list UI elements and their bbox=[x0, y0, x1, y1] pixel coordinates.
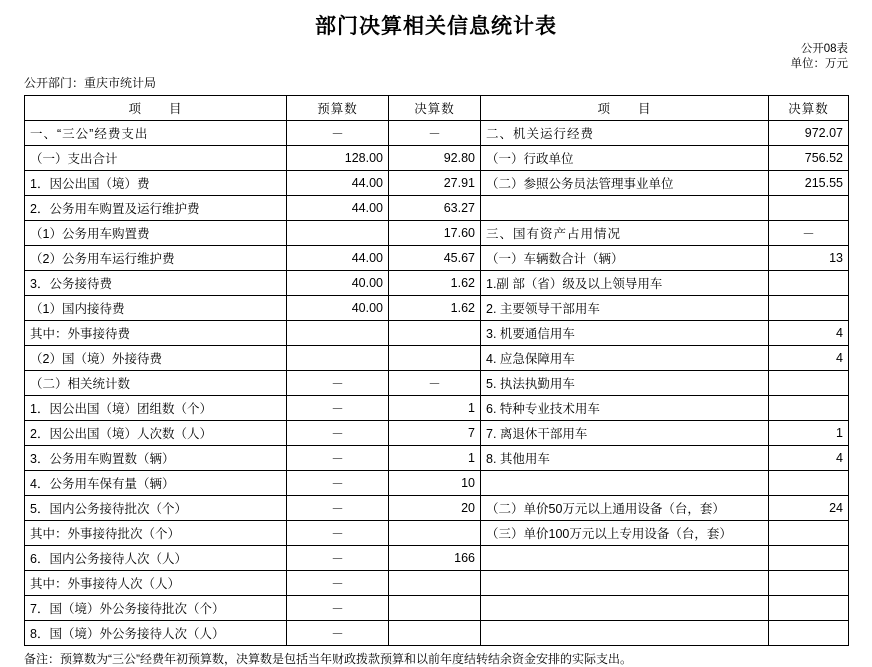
table-row bbox=[25, 396, 849, 421]
column-header-right-final: 决算数 bbox=[769, 96, 849, 121]
right-item-label bbox=[481, 596, 769, 621]
left-budget-value bbox=[287, 346, 389, 371]
right-item-label: （一）行政单位 bbox=[481, 146, 769, 171]
left-item-label: （1）公务用车购置费 bbox=[25, 221, 287, 246]
left-item-label: 其中：外事接待费 bbox=[25, 321, 287, 346]
left-budget-value: － bbox=[287, 546, 389, 571]
left-item-label: （1）国内接待费 bbox=[25, 296, 287, 321]
right-item-label: （三）单价100万元以上专用设备（台，套） bbox=[481, 521, 769, 546]
left-item-label: （二）相关统计数 bbox=[25, 371, 287, 396]
left-final-value: 92.80 bbox=[389, 146, 481, 171]
budget-final-accounts-table bbox=[24, 95, 849, 646]
left-budget-value: 44.00 bbox=[287, 171, 389, 196]
table-row bbox=[25, 421, 849, 446]
table-footnote: 备注：预算数为“三公”经费年初预算数，决算数是包括当年财政拨款预算和以前年度结转结余资金安排的实际支出。 bbox=[24, 652, 632, 666]
left-item-label: 4．公务用车保有量（辆） bbox=[25, 471, 287, 496]
page-title: 部门决算相关信息统计表 bbox=[315, 15, 557, 38]
table-row bbox=[25, 571, 849, 596]
left-item-label: 2．公务用车购置及运行维护费 bbox=[25, 196, 287, 221]
right-final-value bbox=[769, 471, 849, 496]
right-item-label bbox=[481, 571, 769, 596]
right-final-value bbox=[769, 396, 849, 421]
left-budget-value: － bbox=[287, 121, 389, 146]
table-row bbox=[25, 121, 849, 146]
right-item-label: 5. 执法执勤用车 bbox=[481, 371, 769, 396]
right-item-label: 1.副 部（省）级及以上领导用车 bbox=[481, 271, 769, 296]
table-row bbox=[25, 221, 849, 246]
left-budget-value: 44.00 bbox=[287, 196, 389, 221]
right-final-value bbox=[769, 521, 849, 546]
table-row bbox=[25, 471, 849, 496]
left-budget-value: － bbox=[287, 521, 389, 546]
column-header-right-item: 项 目 bbox=[481, 96, 769, 121]
left-budget-value: 44.00 bbox=[287, 246, 389, 271]
table-row bbox=[25, 521, 849, 546]
left-budget-value bbox=[287, 221, 389, 246]
left-item-label: 3．公务用车购置数（辆） bbox=[25, 446, 287, 471]
right-final-value: 215.55 bbox=[769, 171, 849, 196]
left-final-value: 1.62 bbox=[389, 296, 481, 321]
left-final-value bbox=[389, 596, 481, 621]
left-budget-value: － bbox=[287, 396, 389, 421]
left-final-value bbox=[389, 521, 481, 546]
form-meta bbox=[24, 42, 848, 72]
left-item-label: 8．国（境）外公务接待人次（人） bbox=[25, 621, 287, 646]
left-budget-value: － bbox=[287, 571, 389, 596]
left-budget-value: － bbox=[287, 496, 389, 521]
left-final-value: 10 bbox=[389, 471, 481, 496]
right-final-value: － bbox=[769, 221, 849, 246]
left-final-value bbox=[389, 621, 481, 646]
table-row bbox=[25, 321, 849, 346]
table-row bbox=[25, 271, 849, 296]
right-item-label: 7. 离退休干部用车 bbox=[481, 421, 769, 446]
right-final-value: 4 bbox=[769, 321, 849, 346]
left-final-value: 1 bbox=[389, 396, 481, 421]
right-final-value bbox=[769, 371, 849, 396]
left-final-value bbox=[389, 321, 481, 346]
table-body bbox=[25, 121, 849, 646]
left-final-value: 27.91 bbox=[389, 171, 481, 196]
table-row bbox=[25, 296, 849, 321]
left-item-label: 其中：外事接待批次（个） bbox=[25, 521, 287, 546]
right-item-label: 6. 特种专业技术用车 bbox=[481, 396, 769, 421]
right-item-label: 4. 应急保障用车 bbox=[481, 346, 769, 371]
left-budget-value: 40.00 bbox=[287, 296, 389, 321]
right-item-label bbox=[481, 621, 769, 646]
right-item-label: （一）车辆数合计（辆） bbox=[481, 246, 769, 271]
table-row bbox=[25, 546, 849, 571]
left-budget-value: － bbox=[287, 446, 389, 471]
right-item-label: 2. 主要领导干部用车 bbox=[481, 296, 769, 321]
table-row bbox=[25, 446, 849, 471]
form-number: 公开08表 bbox=[800, 43, 848, 55]
table-row bbox=[25, 196, 849, 221]
right-item-label bbox=[481, 196, 769, 221]
left-item-label: 1．因公出国（境）团组数（个） bbox=[25, 396, 287, 421]
left-final-value: 45.67 bbox=[389, 246, 481, 271]
right-item-label bbox=[481, 546, 769, 571]
left-budget-value: 40.00 bbox=[287, 271, 389, 296]
left-item-label: 其中：外事接待人次（人） bbox=[25, 571, 287, 596]
table-row bbox=[25, 346, 849, 371]
left-final-value: 20 bbox=[389, 496, 481, 521]
left-final-value: 1.62 bbox=[389, 271, 481, 296]
left-final-value: 166 bbox=[389, 546, 481, 571]
table-row bbox=[25, 596, 849, 621]
left-item-label: 1．因公出国（境）费 bbox=[25, 171, 287, 196]
right-final-value: 4 bbox=[769, 346, 849, 371]
right-item-label: 三、国有资产占用情况 bbox=[481, 221, 769, 246]
left-item-label: 一、“三公”经费支出 bbox=[25, 121, 287, 146]
right-final-value: 4 bbox=[769, 446, 849, 471]
table-header-row bbox=[25, 96, 849, 121]
table-row bbox=[25, 246, 849, 271]
table-row bbox=[25, 146, 849, 171]
left-final-value: 1 bbox=[389, 446, 481, 471]
left-final-value bbox=[389, 346, 481, 371]
right-final-value bbox=[769, 596, 849, 621]
left-budget-value: － bbox=[287, 596, 389, 621]
left-final-value: 63.27 bbox=[389, 196, 481, 221]
left-final-value bbox=[389, 571, 481, 596]
left-item-label: 7．国（境）外公务接待批次（个） bbox=[25, 596, 287, 621]
right-final-value bbox=[769, 571, 849, 596]
left-final-value: － bbox=[389, 371, 481, 396]
column-header-budget: 预算数 bbox=[287, 96, 389, 121]
left-item-label: 5．国内公务接待批次（个） bbox=[25, 496, 287, 521]
left-item-label: （2）国（境）外接待费 bbox=[25, 346, 287, 371]
right-final-value bbox=[769, 621, 849, 646]
table-row bbox=[25, 496, 849, 521]
left-final-value: 7 bbox=[389, 421, 481, 446]
left-item-label: （2）公务用车运行维护费 bbox=[25, 246, 287, 271]
left-final-value: 17.60 bbox=[389, 221, 481, 246]
right-item-label bbox=[481, 471, 769, 496]
left-budget-value bbox=[287, 321, 389, 346]
right-item-label: （二）单价50万元以上通用设备（台，套） bbox=[481, 496, 769, 521]
right-final-value bbox=[769, 271, 849, 296]
right-final-value: 13 bbox=[769, 246, 849, 271]
left-item-label: 3．公务接待费 bbox=[25, 271, 287, 296]
right-item-label: 8. 其他用车 bbox=[481, 446, 769, 471]
table-row bbox=[25, 171, 849, 196]
left-budget-value: － bbox=[287, 621, 389, 646]
column-header-final: 决算数 bbox=[389, 96, 481, 121]
right-item-label: （二）参照公务员法管理事业单位 bbox=[481, 171, 769, 196]
left-budget-value: 128.00 bbox=[287, 146, 389, 171]
right-final-value bbox=[769, 296, 849, 321]
left-item-label: 6．国内公务接待人次（人） bbox=[25, 546, 287, 571]
right-final-value: 756.52 bbox=[769, 146, 849, 171]
right-final-value: 24 bbox=[769, 496, 849, 521]
left-final-value: － bbox=[389, 121, 481, 146]
column-header-left-item: 项 目 bbox=[25, 96, 287, 121]
unit-note: 单位：万元 bbox=[790, 58, 848, 70]
left-item-label: （一）支出合计 bbox=[25, 146, 287, 171]
right-final-value bbox=[769, 546, 849, 571]
left-budget-value: － bbox=[287, 421, 389, 446]
right-final-value: 1 bbox=[769, 421, 849, 446]
left-item-label: 2．因公出国（境）人次数（人） bbox=[25, 421, 287, 446]
table-row bbox=[25, 371, 849, 396]
right-item-label: 二、机关运行经费 bbox=[481, 121, 769, 146]
right-final-value: 972.07 bbox=[769, 121, 849, 146]
department-line: 公开部门：重庆市统计局 bbox=[24, 76, 157, 90]
right-item-label: 3. 机要通信用车 bbox=[481, 321, 769, 346]
table-row bbox=[25, 621, 849, 646]
left-budget-value: － bbox=[287, 471, 389, 496]
left-budget-value: － bbox=[287, 371, 389, 396]
right-final-value bbox=[769, 196, 849, 221]
